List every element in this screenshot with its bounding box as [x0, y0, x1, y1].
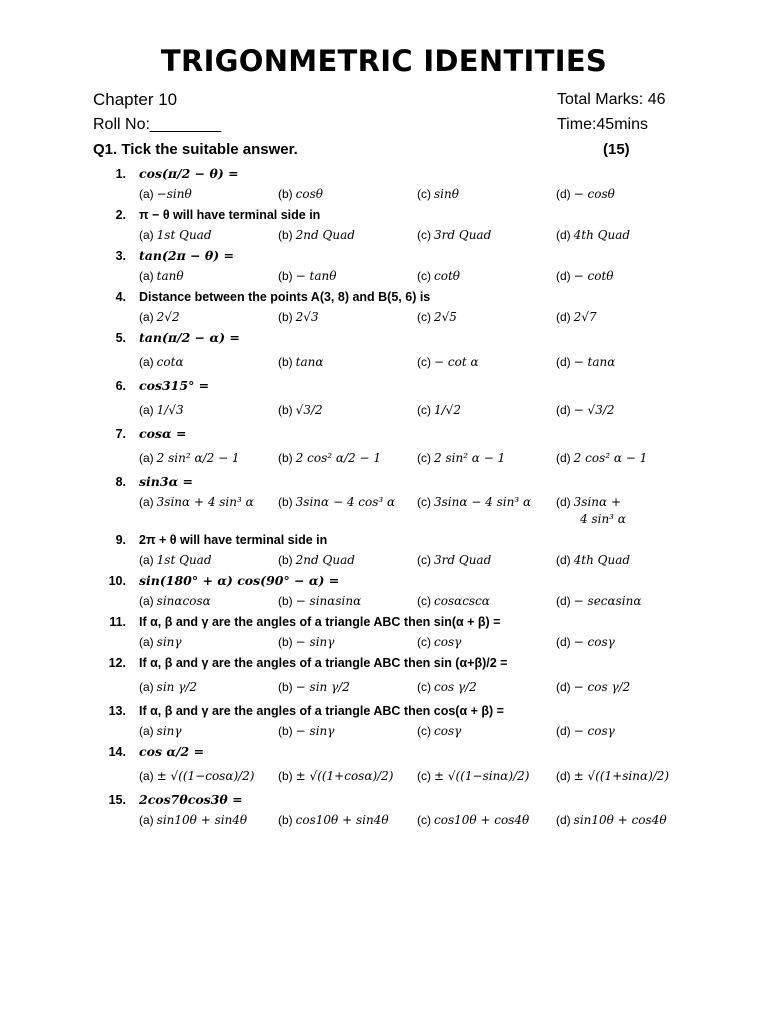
question-stem — [0, 286, 768, 308]
option-label: (a) — [139, 553, 154, 567]
option-label: (b) — [278, 553, 293, 567]
question-number: 15. — [108, 793, 126, 807]
option-label: (d) — [556, 310, 571, 324]
option-label: (c) — [417, 187, 431, 201]
answer-option-b[interactable] — [278, 226, 355, 245]
option-text: cotα — [156, 355, 184, 369]
option-text: 2√2 — [156, 310, 180, 324]
question-number: 6. — [115, 379, 126, 393]
answer-option-a[interactable] — [139, 267, 184, 286]
option-text: sin γ/2 — [156, 680, 198, 694]
option-text: 1st Quad — [156, 553, 212, 567]
answer-option-d[interactable] — [556, 633, 615, 652]
answer-option-c[interactable] — [417, 493, 531, 512]
question-item — [0, 611, 768, 652]
question-stem — [0, 700, 768, 722]
option-text: tanα — [295, 355, 324, 369]
question-number: 12. — [108, 656, 126, 670]
option-label: (c) — [417, 355, 431, 369]
option-text: − cosγ — [573, 724, 615, 738]
answer-option-c[interactable] — [417, 226, 491, 245]
section-title: Q1. Tick the suitable answer. — [93, 141, 298, 158]
answer-option-c[interactable] — [417, 811, 529, 830]
answer-option-a[interactable] — [139, 397, 184, 423]
option-label: (c) — [417, 594, 431, 608]
option-label: (b) — [278, 355, 293, 369]
option-text: 2 sin² α/2 − 1 — [156, 451, 240, 465]
option-text: 2√3 — [295, 310, 319, 324]
question-number: 10. — [108, 574, 126, 588]
question-text: If α, β and γ are the angles of a triangle ABC then sin(α + β) = — [139, 615, 501, 629]
option-text: − cosγ — [573, 635, 615, 649]
answer-option-b[interactable] — [278, 397, 323, 423]
answer-option-c[interactable] — [417, 349, 479, 375]
answer-option-d[interactable] — [556, 674, 630, 700]
option-row — [0, 633, 768, 652]
option-label: (d) — [556, 228, 571, 242]
option-row — [0, 349, 768, 375]
answer-option-d[interactable] — [556, 763, 669, 789]
answer-option-d[interactable] — [556, 226, 630, 245]
option-label: (d) — [556, 769, 571, 783]
question-number: 2. — [115, 208, 126, 222]
question-number: 1. — [115, 167, 126, 181]
option-text: 2nd Quad — [295, 553, 355, 567]
question-item — [0, 163, 768, 204]
option-label: (b) — [278, 187, 293, 201]
option-label: (c) — [417, 813, 431, 827]
option-label: (b) — [278, 451, 293, 465]
option-text: cotθ — [434, 269, 460, 283]
option-label: (c) — [417, 228, 431, 242]
answer-option-b[interactable] — [278, 592, 361, 611]
question-text: cosα = — [139, 426, 187, 441]
option-text: cos10θ + cos4θ — [434, 813, 530, 827]
option-label: (c) — [417, 403, 431, 417]
answer-option-d[interactable] — [556, 308, 597, 327]
answer-option-a[interactable] — [139, 722, 182, 741]
option-label: (a) — [139, 724, 154, 738]
time-label: Time:45mins — [557, 116, 648, 133]
option-label: (a) — [139, 269, 154, 283]
option-text: − tanθ — [295, 269, 337, 283]
option-text: 1/√2 — [434, 403, 461, 417]
answer-option-a[interactable] — [139, 493, 254, 512]
question-stem — [0, 471, 768, 493]
answer-option-b[interactable] — [278, 722, 334, 741]
option-text: cosγ — [434, 724, 462, 738]
question-item — [0, 700, 768, 741]
question-number: 8. — [115, 475, 126, 489]
answer-option-c[interactable] — [417, 308, 457, 327]
option-label: (d) — [556, 269, 571, 283]
question-stem — [0, 245, 768, 267]
option-row — [0, 763, 768, 789]
answer-option-c[interactable] — [417, 633, 461, 652]
question-item — [0, 286, 768, 327]
option-label: (a) — [139, 594, 154, 608]
answer-option-b[interactable] — [278, 349, 323, 375]
answer-option-d[interactable] — [556, 551, 630, 570]
question-text: tan(2π − θ) = — [139, 248, 234, 263]
answer-option-b[interactable] — [278, 633, 334, 652]
option-label: (b) — [278, 724, 293, 738]
section-marks: (15) — [603, 141, 630, 158]
question-text: If α, β and γ are the angles of a triangle ABC then sin (α+β)/2 = — [139, 656, 508, 670]
answer-option-d[interactable] — [556, 185, 615, 204]
option-label: (b) — [278, 813, 293, 827]
chapter-label: Chapter 10 — [93, 90, 178, 109]
option-text: − cosθ — [573, 187, 615, 201]
question-list — [0, 163, 768, 830]
option-text: sinγ — [156, 724, 182, 738]
option-label: (b) — [278, 594, 293, 608]
question-stem — [0, 375, 768, 397]
question-item — [0, 375, 768, 423]
answer-option-d[interactable] — [556, 445, 647, 471]
option-text: ± √((1−cosα)/2) — [156, 769, 255, 783]
option-text: 2nd Quad — [295, 228, 355, 242]
option-label: (b) — [278, 403, 293, 417]
question-item — [0, 423, 768, 471]
answer-option-a[interactable] — [139, 551, 212, 570]
answer-option-c[interactable] — [417, 722, 461, 741]
question-stem — [0, 789, 768, 811]
answer-option-b[interactable] — [278, 267, 336, 286]
question-stem — [0, 652, 768, 674]
question-text: Distance between the points A(3, 8) and B(5, 6) is — [139, 290, 431, 304]
option-text: 2 cos² α/2 − 1 — [295, 451, 381, 465]
question-text: sin(180° + α) cos(90° − α) = — [139, 573, 340, 588]
option-label: (b) — [278, 495, 293, 509]
answer-option-b[interactable] — [278, 811, 389, 830]
question-item — [0, 245, 768, 286]
answer-option-b[interactable] — [278, 493, 395, 512]
option-text: 2 cos² α − 1 — [573, 451, 648, 465]
question-item — [0, 741, 768, 789]
option-label: (d) — [556, 680, 571, 694]
option-text: − sinγ — [295, 724, 335, 738]
answer-option-a[interactable] — [139, 592, 211, 611]
answer-option-b[interactable] — [278, 763, 394, 789]
question-text: cos315° = — [139, 378, 210, 393]
answer-option-a[interactable] — [139, 185, 192, 204]
question-text: 2cos7θcos3θ = — [139, 792, 243, 807]
option-label: (a) — [139, 769, 154, 783]
question-text: sin3α = — [139, 474, 194, 489]
option-label: (b) — [278, 769, 293, 783]
question-stem — [0, 529, 768, 551]
answer-option-c[interactable] — [417, 267, 460, 286]
total-marks-label: Total Marks: 46 — [557, 91, 666, 108]
question-stem — [0, 611, 768, 633]
option-text: 3sinα − 4 cos³ α — [295, 495, 396, 509]
option-text: sinγ — [156, 635, 182, 649]
answer-option-a[interactable] — [139, 226, 212, 245]
answer-option-a[interactable] — [139, 445, 240, 471]
option-text: sin10θ + sin4θ — [156, 813, 248, 827]
answer-option-c[interactable] — [417, 551, 491, 570]
question-number: 3. — [115, 249, 126, 263]
option-row — [0, 722, 768, 741]
option-text: 4th Quad — [573, 228, 631, 242]
option-label: (c) — [417, 495, 431, 509]
answer-option-a[interactable] — [139, 811, 247, 830]
option-label: (d) — [556, 553, 571, 567]
option-text: − cotθ — [573, 269, 614, 283]
option-text: 2√5 — [434, 310, 457, 324]
answer-option-b[interactable] — [278, 308, 319, 327]
answer-option-a[interactable] — [139, 674, 197, 700]
option-label: (c) — [417, 269, 431, 283]
question-text: If α, β and γ are the angles of a triangle ABC then cos(α + β) = — [139, 704, 504, 718]
option-text: −sinθ — [156, 187, 192, 201]
answer-option-b[interactable] — [278, 674, 350, 700]
option-label: (a) — [139, 451, 154, 465]
option-text: 3rd Quad — [434, 228, 492, 242]
option-text: 2√7 — [573, 310, 597, 324]
option-text: cosθ — [295, 187, 323, 201]
option-text: 3sinα − 4 sin³ α — [434, 495, 532, 509]
option-label: (a) — [139, 310, 154, 324]
option-text: − cot α — [434, 355, 479, 369]
option-label: (b) — [278, 635, 293, 649]
option-row — [0, 185, 768, 204]
question-item — [0, 204, 768, 245]
option-text: − sinαsinα — [295, 594, 362, 608]
answer-option-c[interactable] — [417, 445, 505, 471]
option-text: cos10θ + sin4θ — [295, 813, 389, 827]
question-number: 9. — [115, 533, 126, 547]
option-text: ± √((1+sinα)/2) — [573, 769, 670, 783]
question-item — [0, 327, 768, 375]
option-label: (b) — [278, 228, 293, 242]
question-item — [0, 570, 768, 611]
question-text: π − θ will have terminal side in — [139, 208, 321, 222]
option-text: − cos γ/2 — [573, 680, 631, 694]
option-label: (a) — [139, 813, 154, 827]
answer-option-c[interactable] — [417, 763, 529, 789]
option-label: (b) — [278, 269, 293, 283]
option-label: (b) — [278, 680, 293, 694]
answer-option-b[interactable] — [278, 551, 355, 570]
option-text: ± √((1+cosα)/2) — [295, 769, 394, 783]
option-row — [0, 397, 768, 423]
option-label: (d) — [556, 451, 571, 465]
option-label: (a) — [139, 635, 154, 649]
option-text: tanθ — [156, 269, 184, 283]
option-label: (a) — [139, 187, 154, 201]
option-row — [0, 551, 768, 570]
answer-option-d[interactable] — [556, 592, 641, 611]
option-label: (c) — [417, 680, 431, 694]
option-label: (d) — [556, 594, 571, 608]
option-label: (d) — [556, 635, 571, 649]
question-text: cos α/2 = — [139, 744, 205, 759]
answer-option-a[interactable] — [139, 349, 184, 375]
option-label: (d) — [556, 813, 571, 827]
option-row — [0, 674, 768, 700]
question-stem — [0, 204, 768, 226]
option-text: 4th Quad — [573, 553, 631, 567]
option-row — [0, 592, 768, 611]
option-label: (c) — [417, 310, 431, 324]
option-text: ± √((1−sinα)/2) — [434, 769, 530, 783]
option-label: (a) — [139, 403, 154, 417]
option-row — [0, 811, 768, 830]
option-label: (d) — [556, 724, 571, 738]
answer-option-d[interactable] — [556, 397, 615, 423]
roll-no-field: Roll No:________ — [93, 116, 222, 133]
question-stem — [0, 741, 768, 763]
option-text: 3sinα + — [573, 495, 622, 509]
answer-option-c[interactable] — [417, 592, 490, 611]
option-text: 1st Quad — [156, 228, 212, 242]
question-text: 2π + θ will have terminal side in — [139, 533, 328, 547]
answer-option-a[interactable] — [139, 763, 255, 789]
option-label: (d) — [556, 355, 571, 369]
answer-option-c[interactable] — [417, 674, 477, 700]
option-text: 1/√3 — [156, 403, 184, 417]
option-row — [0, 445, 768, 471]
option-label: (a) — [139, 355, 154, 369]
option-text-continued: 4 sin³ α — [580, 512, 626, 526]
option-text: 2 sin² α − 1 — [434, 451, 506, 465]
option-text: cosαcscα — [434, 594, 490, 608]
question-number: 13. — [108, 704, 126, 718]
question-item — [0, 652, 768, 700]
answer-option-d[interactable] — [556, 722, 615, 741]
option-text: − sin γ/2 — [295, 680, 350, 694]
option-text: 3sinα + 4 sin³ α — [156, 495, 254, 509]
answer-option-d[interactable] — [556, 493, 626, 526]
question-number: 11. — [109, 615, 126, 629]
option-label: (c) — [417, 635, 431, 649]
answer-option-c[interactable] — [417, 397, 461, 423]
page-title: TRIGONMETRIC IDENTITIES — [160, 44, 608, 78]
question-stem — [0, 570, 768, 592]
answer-option-a[interactable] — [139, 633, 182, 652]
option-row — [0, 267, 768, 286]
option-text: cos γ/2 — [434, 680, 477, 694]
question-item — [0, 529, 768, 570]
option-label: (d) — [556, 187, 571, 201]
answer-option-b[interactable] — [278, 445, 381, 471]
option-label: (d) — [556, 495, 571, 509]
option-label: (a) — [139, 680, 154, 694]
option-label: (a) — [139, 228, 154, 242]
option-label: (c) — [417, 724, 431, 738]
answer-option-d[interactable] — [556, 349, 615, 375]
option-label: (c) — [417, 553, 431, 567]
question-stem — [0, 423, 768, 445]
option-text: 3rd Quad — [434, 553, 492, 567]
option-row — [0, 226, 768, 245]
question-item — [0, 471, 768, 529]
answer-option-c[interactable] — [417, 185, 459, 204]
option-text: sinθ — [434, 187, 459, 201]
option-text: cosγ — [434, 635, 462, 649]
option-label: (a) — [139, 495, 154, 509]
question-number: 7. — [115, 427, 126, 441]
question-number: 5. — [115, 331, 126, 345]
option-text: − √3/2 — [573, 403, 615, 417]
option-label: (b) — [278, 310, 293, 324]
option-row — [0, 493, 768, 529]
answer-option-d[interactable] — [556, 811, 667, 830]
option-text: √3/2 — [295, 403, 323, 417]
question-number: 14. — [108, 745, 126, 759]
question-stem — [0, 327, 768, 349]
answer-option-d[interactable] — [556, 267, 614, 286]
question-number: 4. — [115, 290, 126, 304]
option-text: − secαsinα — [573, 594, 642, 608]
question-text: cos(π/2 − θ) = — [139, 166, 239, 181]
option-label: (d) — [556, 403, 571, 417]
option-text: − tanα — [573, 355, 616, 369]
option-text: sinαcosα — [156, 594, 211, 608]
option-label: (c) — [417, 451, 431, 465]
option-row — [0, 308, 768, 327]
option-text: − sinγ — [295, 635, 335, 649]
question-item — [0, 789, 768, 830]
answer-option-b[interactable] — [278, 185, 323, 204]
option-label: (c) — [417, 769, 431, 783]
option-text: sin10θ + cos4θ — [573, 813, 667, 827]
question-text: tan(π/2 − α) = — [139, 330, 240, 345]
question-stem — [0, 163, 768, 185]
answer-option-a[interactable] — [139, 308, 180, 327]
